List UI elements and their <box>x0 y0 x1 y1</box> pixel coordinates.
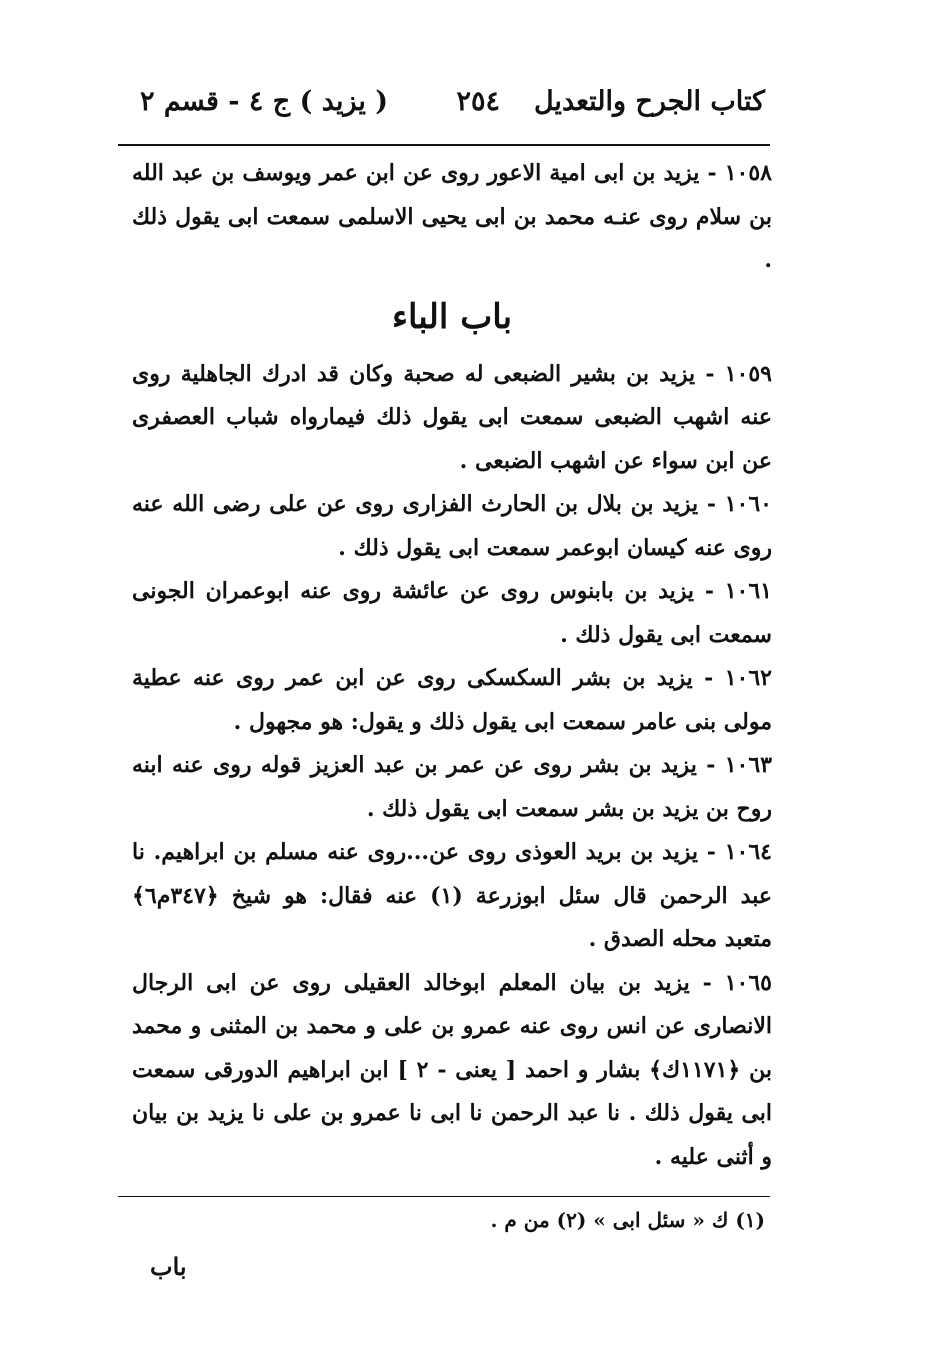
footnote-rule <box>118 1196 770 1197</box>
page-number: ٢٥٤ <box>456 86 500 117</box>
entry-1062: ١٠٦٢ - يزيد بن بشر السكسكى روى عن ابن عمر روى عنه عطية مولى بنى عامر سمعت ابى يقول ذلك و يقول: هو مجهول . <box>132 665 772 735</box>
entry-1063: ١٠٦٣ - يزيد بن بشر روى عن عمر بن عبد العزيز قوله روى عنه ابنه روح بن يزيد بن بشر سمعت ابى يقول ذلك . <box>132 752 772 822</box>
entry-1064: ١٠٦٤ - يزيد بن بريد العوذى روى عن...روى عنه مسلم بن ابراهيم. نا عبد الرحمن قال سئل ابوزرعة (١) عنه فقال: هو شيخ ﴿٣٤٧م٦﴾ متعبد محله الصدق . <box>132 839 772 952</box>
entry-1060: ١٠٦٠ - يزيد بن بلال بن الحارث الفزارى روى عن على رضى الله عنه روى عنه كيسان ابوعمر سمعت ابى يقول ذلك . <box>132 491 772 561</box>
catchword: باب <box>150 1252 187 1281</box>
entry-1065: ١٠٦٥ - يزيد بن بيان المعلم ابوخالد العقيلى روى عن ابى الرجال الانصارى عن انس روى عنه عمرو بن على و محمد بن المثنى و محمد بن ﴿١١٧١ك﴾ بشار و احمد [ يعنى - ٢ ] ابن ابراهيم الدورقى سمعت ابى يقول ذلك . نا عبد الرحمن نا ابى نا عمرو بن على نا يزيد بن بيان و أثنى عليه . <box>132 969 772 1170</box>
chapter-heading: باب الباء <box>391 296 513 337</box>
main-text <box>132 152 772 1179</box>
entry-1058: ١٠٥٨ - يزيد بن ابى امية الاعور روى عن ابن عمر ويوسف بن عبد الله بن سلام روى عنـه محمد بن ابى يحيى الاسلمى سمعت ابى يقول ذلك . <box>132 160 772 273</box>
running-header <box>140 86 765 136</box>
header-rule <box>118 144 770 146</box>
entry-1059: ١٠٥٩ - يزيد بن بشير الضبعى له صحبة وكان قد ادرك الجاهلية روى عنه اشهب الضبعى سمعت ابى يقول ذلك فيمارواه شباب العصفرى عن ابن سواء عن اشهب الضبعى . <box>132 360 772 474</box>
footnote: (١) ك « سئل ابى » (٢) من م . <box>490 1208 765 1232</box>
volume-label: ( يزيد ) ج ٤ - قسم ٢ <box>140 86 389 117</box>
entry-1061: ١٠٦١ - يزيد بن بابنوس روى عن عائشة روى عنه ابوعمران الجونى سمعت ابى يقول ذلك . <box>132 578 772 648</box>
book-title: كتاب الجرح والتعديل <box>533 86 765 117</box>
